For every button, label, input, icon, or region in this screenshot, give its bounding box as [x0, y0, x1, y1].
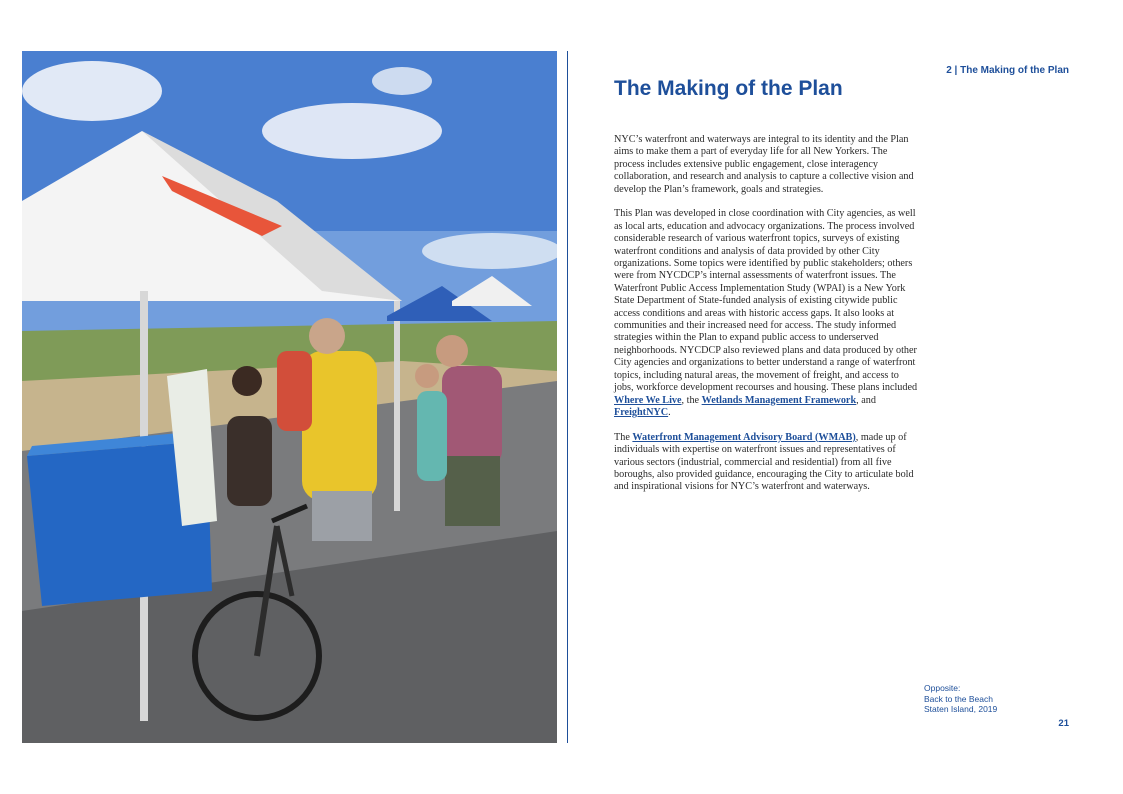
section-header: 2 | The Making of the Plan	[946, 65, 1069, 76]
separator-2: , and	[856, 394, 876, 406]
event-photo-illustration	[22, 51, 557, 743]
body-text	[614, 134, 920, 494]
sentence-end: .	[668, 406, 671, 418]
wmab-link[interactable]: Waterfront Management Advisory Board (WMAB)	[632, 431, 856, 443]
caption-line-3: Staten Island, 2019	[924, 704, 998, 714]
paragraph-wmab	[614, 432, 920, 494]
gutter-divider	[567, 51, 568, 743]
caption-line-2: Back to the Beach	[924, 693, 993, 704]
caption-line-1: Opposite:	[924, 683, 961, 693]
freightnyc-link[interactable]: FreightNYC	[614, 406, 669, 418]
page-title: The Making of the Plan	[614, 77, 843, 100]
paragraph-wmab-text: , made up of individuals with expertise on waterfront issues and representatives of various sectors (industrial, commercial and residential) from all five boroughs, also provided guidance, encouraging the City to articulate bold and inspirational visions for NYC’s waterfront and waterways.	[614, 431, 914, 493]
photo-caption	[924, 683, 997, 715]
wetlands-framework-link[interactable]: Wetlands Management Framework	[701, 394, 857, 406]
paragraph-coordination	[614, 208, 920, 419]
where-we-live-link[interactable]: Where We Live	[614, 394, 682, 406]
paragraph-wmab-lead: The	[614, 431, 633, 443]
paragraph-intro: NYC’s waterfront and waterways are integral to its identity and the Plan aims to make them a part of everyday life for all New Yorkers. The process includes extensive public engagement, close interagency collaboration, and research and analysis to capture a collective vision and develop the Plan’s framework, goals and strategies.	[614, 134, 914, 195]
paragraph-coordination-text: This Plan was developed in close coordination with City agencies, as well as local arts, education and advocacy organizations. The process involved considerable research of various waterfront topics, surveys of existing waterfront conditions and analysis of data provided by other City organizations. Some topics were identified by public stakeholders; others were from NYCDCP’s internal assessments of waterfront issues. The Waterfront Public Access Implementation Study (WPAI) is a New York State Department of State-funded analysis of existing citywide public access conditions and areas with historic access gaps. It also looks at communities and their increased need for access. The study informed strategies within the Plan to expand public access to underserved neighborhoods. NYCDCP also reviewed plans and data produced by other City agencies and organizations to better understand a range of waterfront topics, including natural areas, the movement of freight, and access to jobs, workforce development recourses and housing. These plans included	[614, 208, 918, 394]
event-photo	[22, 51, 557, 743]
separator-1: , the	[681, 394, 702, 406]
page-number: 21	[1058, 718, 1069, 729]
